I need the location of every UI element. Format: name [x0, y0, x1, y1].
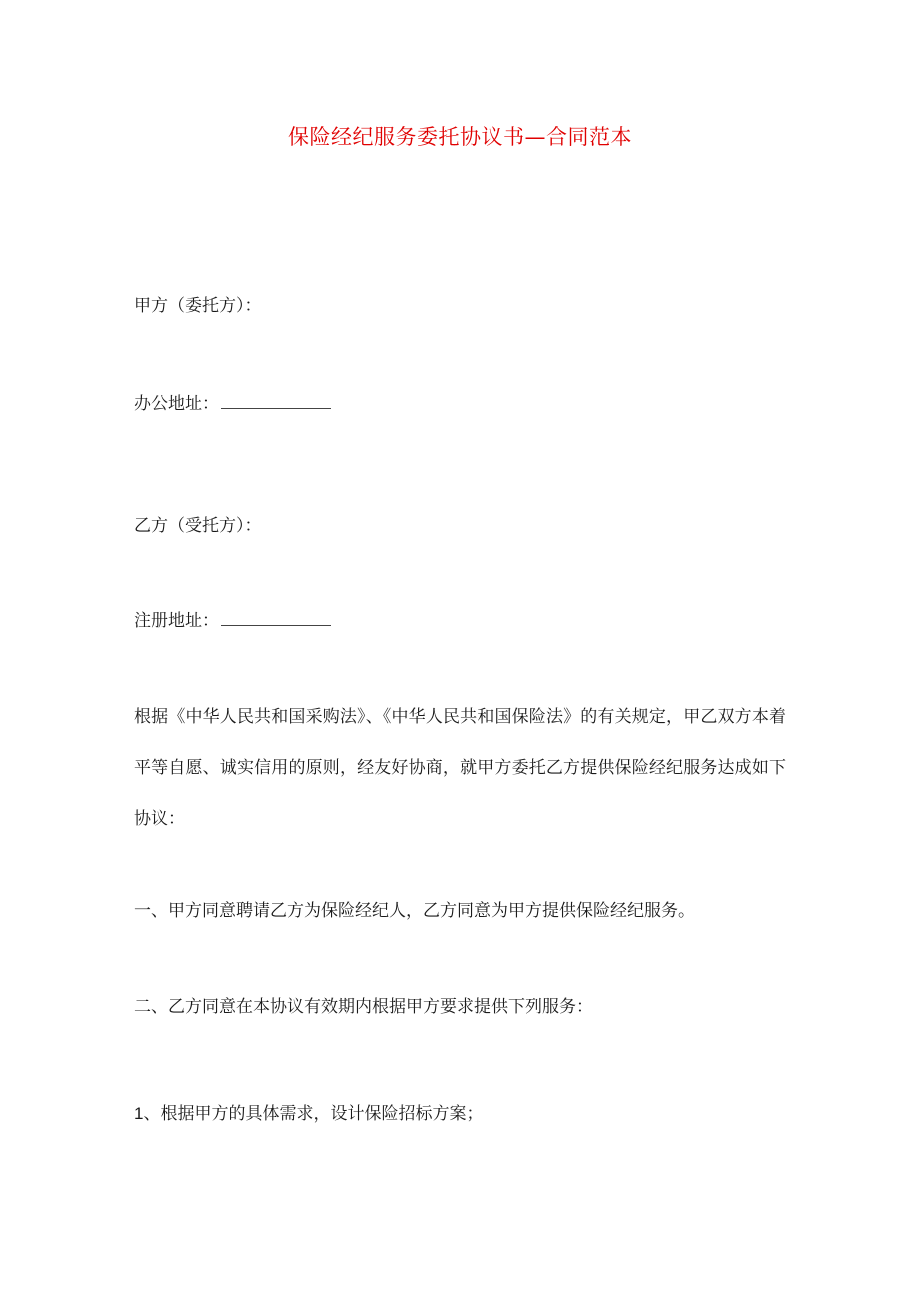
party-a-line [134, 292, 794, 320]
item-1 [134, 1100, 794, 1128]
item-1-text: 、根据甲方的具体需求，设计保险招标方案； [143, 1104, 484, 1124]
registered-address-blank [221, 607, 331, 626]
registered-address-line [134, 607, 794, 635]
office-address-blank [221, 390, 331, 409]
office-address-label: 办公地址： [134, 394, 219, 414]
party-b-line [134, 512, 794, 540]
item-1-number: 1 [134, 1104, 144, 1123]
clause-1: 一、甲方同意聘请乙方为保险经纪人，乙方同意为甲方提供保险经纪服务。 [134, 901, 695, 921]
party-a-label: 甲方（委托方）： [134, 296, 262, 316]
document-title: 保险经纪服务委托协议书—合同范本 [288, 125, 632, 149]
preamble-paragraph: 根据《中华人民共和国采购法》、《中华人民共和国保险法》的有关规定，甲乙双方本着平等自愿、诚实信用的原则，经友好协商，就甲方委托乙方提供保险经纪服务达成如下协议： [134, 707, 786, 829]
party-b-label: 乙方（受托方）： [134, 516, 262, 536]
registered-address-label: 注册地址： [134, 611, 219, 631]
office-address-line [134, 390, 794, 418]
clause-2: 二、乙方同意在本协议有效期内根据甲方要求提供下列服务： [134, 997, 593, 1017]
